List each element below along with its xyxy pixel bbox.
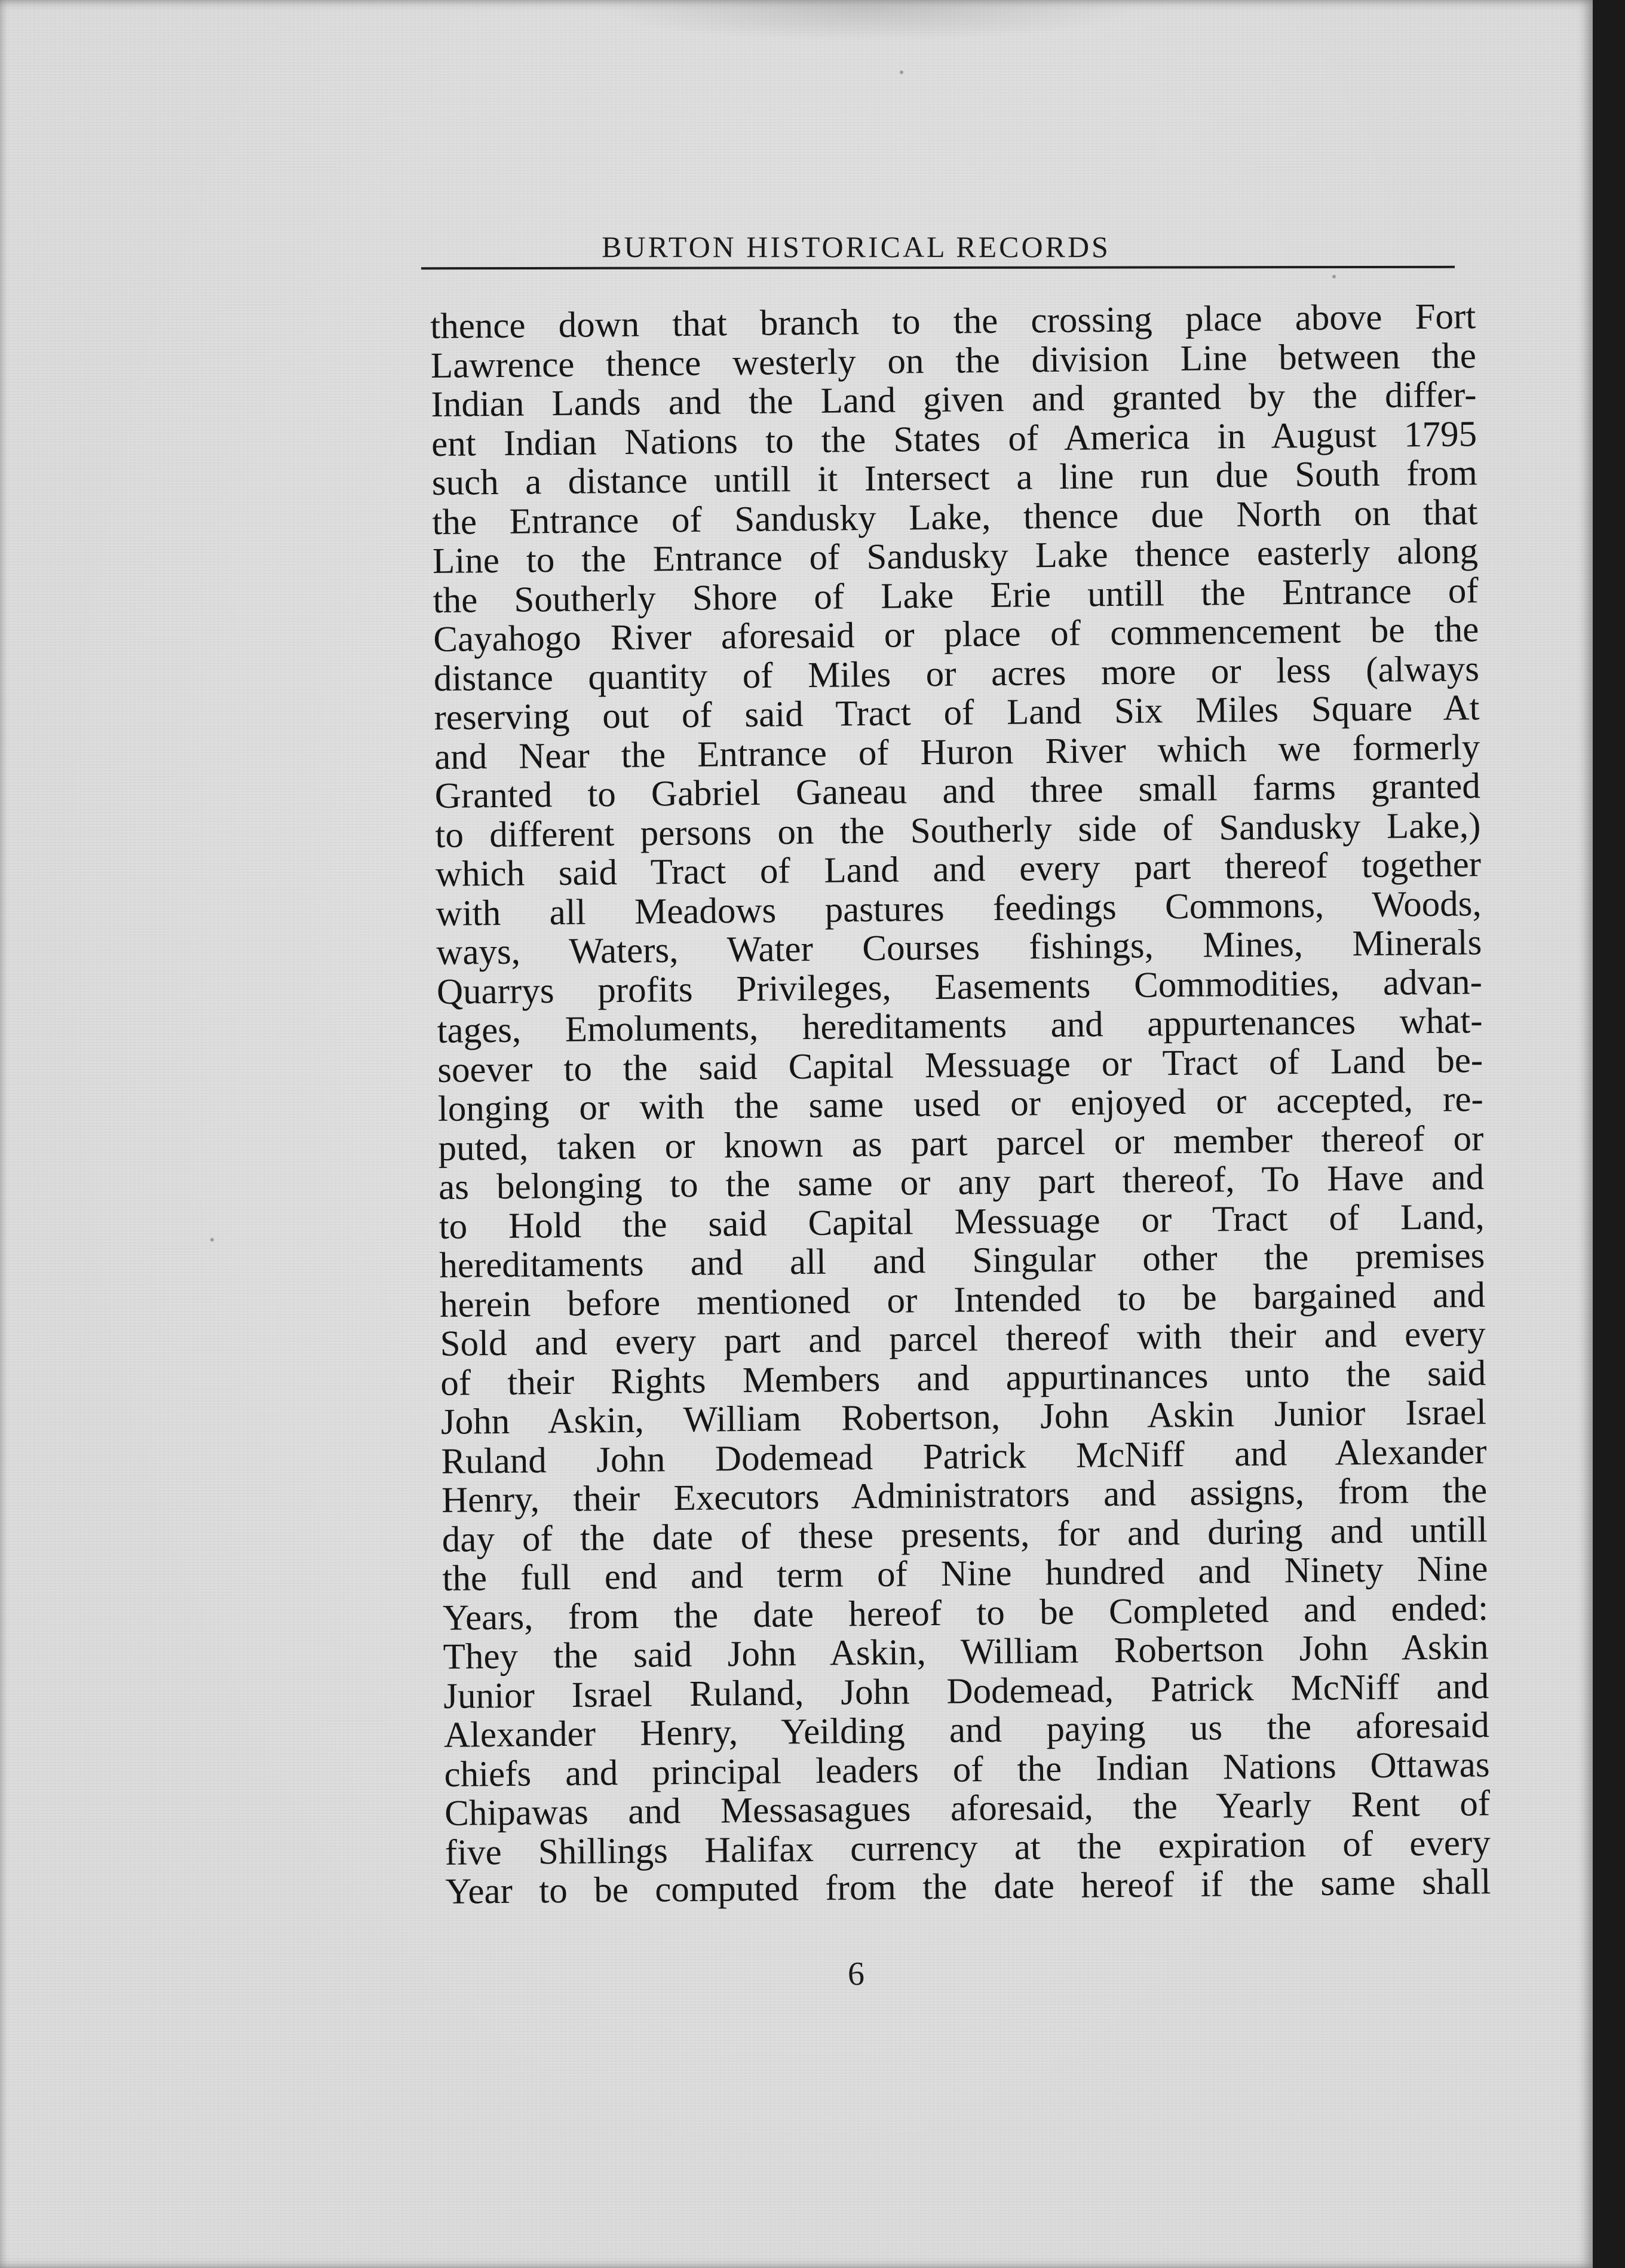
text-line: tages, Emoluments, hereditaments and appurtenances what-	[437, 1001, 1483, 1051]
text-line: They the said John Askin, William Robertson John Askin	[443, 1627, 1489, 1677]
body-text	[430, 297, 1491, 1911]
text-line: longing or with the same used or enjoyed or accepted, re-	[437, 1079, 1484, 1129]
text-line: Year to be computed from the date hereof if the same shall	[445, 1862, 1491, 1912]
page-number: 6	[848, 1956, 864, 1993]
text-line: ent Indian Nations to the States of America in August 1795	[431, 413, 1477, 464]
text-line: to Hold the said Capital Messuage or Tract of Land,	[439, 1196, 1485, 1247]
text-line: day of the date of these presents, for and during and untill	[441, 1509, 1488, 1560]
text-line: Junior Israel Ruland, John Dodemead, Patrick McNiff and	[443, 1666, 1489, 1717]
text-line: Line to the Entrance of Sandusky Lake thence easterly along	[432, 531, 1479, 581]
text-line: and Near the Entrance of Huron River which we formerly	[434, 727, 1480, 777]
paper-speck	[900, 71, 903, 74]
text-line: Sold and every part and parcel thereof with their and every	[440, 1314, 1486, 1364]
text-line: to different persons on the Southerly side of Sandusky Lake,)	[435, 805, 1481, 856]
text-line: puted, taken or known as part parcel or member thereof or	[438, 1118, 1484, 1169]
text-line: John Askin, William Robertson, John Askin Junior Israel	[440, 1392, 1487, 1442]
paper-speck	[1332, 275, 1336, 278]
text-line: Granted to Gabriel Ganeau and three small farms granted	[434, 766, 1481, 816]
text-line: Chipawas and Messasagues aforesaid, the Yearly Rent of	[444, 1783, 1491, 1834]
text-line: ways, Waters, Water Courses fishings, Mines, Minerals	[436, 922, 1482, 973]
text-line: with all Meadows pastures feedings Commons, Woods,	[436, 883, 1482, 934]
text-line: the Entrance of Sandusky Lake, thence due North on that	[432, 492, 1478, 543]
text-line: such a distance untill it Intersect a line run due South from	[431, 453, 1478, 503]
text-line: Quarrys profits Privileges, Easements Commodities, advan-	[436, 961, 1483, 1012]
text-line: distance quantity of Miles or acres more or less (always	[433, 648, 1480, 699]
paper-speck	[210, 1238, 214, 1242]
text-line: soever to the said Capital Messuage or Tract of Land be-	[437, 1040, 1483, 1090]
text-line: reserving out of said Tract of Land Six Miles Square At	[434, 688, 1480, 738]
header-rule	[421, 266, 1455, 269]
text-line: Henry, their Executors Administrators and assigns, from the	[441, 1470, 1488, 1521]
text-line: as belonging to the same or any part thereof, To Have and	[438, 1157, 1485, 1207]
paper-fold-shadow	[597, 0, 1135, 42]
text-line: which said Tract of Land and every part thereof together	[435, 844, 1482, 894]
text-line: Ruland John Dodemead Patrick McNiff and Alexander	[441, 1431, 1487, 1482]
text-line: Indian Lands and the Land given and granted by the differ-	[431, 375, 1477, 425]
text-line: five Shillings Halifax currency at the expiration of every	[444, 1822, 1491, 1873]
text-line: the Southerly Shore of Lake Erie untill the Entrance of	[433, 570, 1479, 621]
text-line: herein before mentioned or Intended to be bargained and	[439, 1274, 1486, 1325]
text-line: Alexander Henry, Yeilding and paying us the aforesaid	[443, 1705, 1490, 1755]
text-line: chiefs and principal leaders of the Indian Nations Ottawas	[444, 1744, 1490, 1795]
text-line: Lawrence thence westerly on the division Line between the	[430, 335, 1477, 386]
text-line: thence down that branch to the crossing place above Fort	[430, 296, 1476, 347]
text-line: Cayahogo River aforesaid or place of commencement be the	[433, 609, 1479, 660]
text-line: of their Rights Members and appurtinances unto the said	[440, 1353, 1486, 1403]
running-head: BURTON HISTORICAL RECORDS	[602, 230, 1111, 263]
text-line: Years, from the date hereof to be Completed and ended:	[442, 1587, 1489, 1638]
text-line: hereditaments and all and Singular other the premises	[439, 1236, 1485, 1286]
text-line: the full end and term of Nine hundred and Ninety Nine	[442, 1549, 1488, 1599]
